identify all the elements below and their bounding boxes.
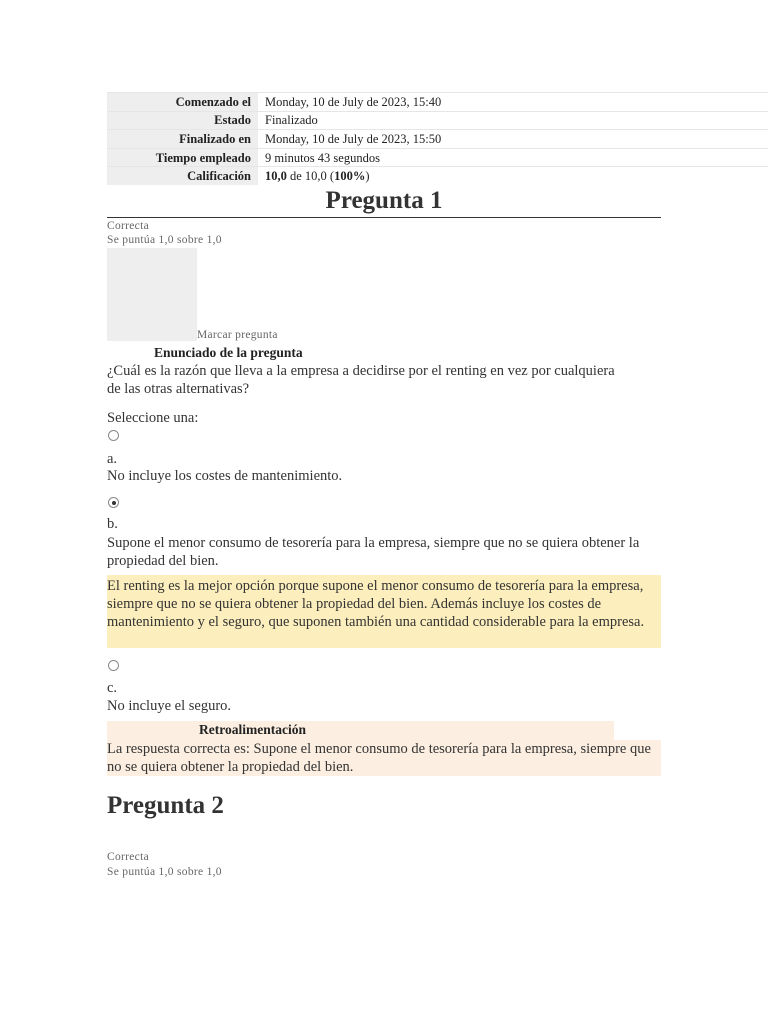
summary-label: Comenzado el — [107, 93, 258, 112]
option-b-text[interactable]: Supone el menor consumo de tesorería para la empresa, siempre que no se quiera obtener la propiedad del bien. — [107, 535, 640, 569]
option-a-letter: a. — [107, 451, 118, 467]
summary-value: Finalizado — [258, 111, 768, 130]
summary-row-state — [107, 111, 768, 130]
question-2-grade: Se puntúa 1,0 sobre 1,0 — [107, 866, 222, 878]
question-1-state: Correcta — [107, 220, 149, 232]
summary-value: Monday, 10 de July de 2023, 15:50 — [258, 130, 768, 149]
question-title-divider — [107, 217, 661, 218]
summary-value: 9 minutos 43 segundos — [258, 148, 768, 167]
question-info-panel — [107, 248, 197, 341]
option-c-radio[interactable] — [108, 660, 119, 671]
question-1-grade: Se puntúa 1,0 sobre 1,0 — [107, 234, 222, 246]
specific-feedback: El renting es la mejor opción porque supone el menor consumo de tesorería para la empresa, siempre que no se quiera obtener la propiedad del bien. Además incluye los costes de mantenimiento y el seguro, que suponen también una cantidad considerable para la empresa. — [107, 575, 661, 648]
summary-row-grade — [107, 167, 768, 185]
grade-percent: 100% — [334, 169, 366, 184]
summary-label: Estado — [107, 111, 258, 130]
flag-question-link[interactable]: Marcar pregunta — [197, 329, 278, 341]
feedback-heading: Retroalimentación — [199, 722, 306, 737]
question-prompt: ¿Cuál es la razón que lleva a la empresa a decidirse por el renting en vez por cualquiera de las otras alternativas? — [107, 363, 615, 397]
summary-value: Monday, 10 de July de 2023, 15:40 — [258, 93, 768, 112]
grade-score: 10,0 — [265, 169, 287, 184]
summary-row-started — [107, 93, 768, 112]
attempt-summary-table — [107, 92, 768, 185]
grade-mid: de 10,0 ( — [286, 169, 335, 184]
option-a-text[interactable]: No incluye los costes de mantenimiento. — [107, 468, 343, 484]
option-b-radio-checked[interactable] — [108, 497, 119, 508]
question-1-title: Pregunta 1 — [325, 187, 443, 214]
question-2-title: Pregunta 2 — [107, 792, 224, 819]
summary-label: Tiempo empleado — [107, 148, 258, 167]
summary-row-finished — [107, 130, 768, 149]
question-text-heading: Enunciado de la pregunta — [154, 345, 303, 360]
question-2-state: Correcta — [107, 851, 149, 863]
select-one-label: Seleccione una: — [107, 410, 199, 426]
feedback-heading-bar — [107, 721, 614, 740]
grade-end: ) — [365, 169, 370, 184]
summary-label: Finalizado en — [107, 130, 258, 149]
summary-value — [258, 167, 768, 185]
summary-row-time — [107, 148, 768, 167]
option-c-letter: c. — [107, 680, 118, 696]
option-b-letter: b. — [107, 516, 118, 532]
option-a-radio[interactable] — [108, 430, 119, 441]
summary-label: Calificación — [107, 167, 258, 185]
option-c-text[interactable]: No incluye el seguro. — [107, 698, 232, 714]
right-answer-feedback: La respuesta correcta es: Supone el menor consumo de tesorería para la empresa, siempre que no se quiera obtener la propiedad del bien. — [107, 740, 661, 776]
